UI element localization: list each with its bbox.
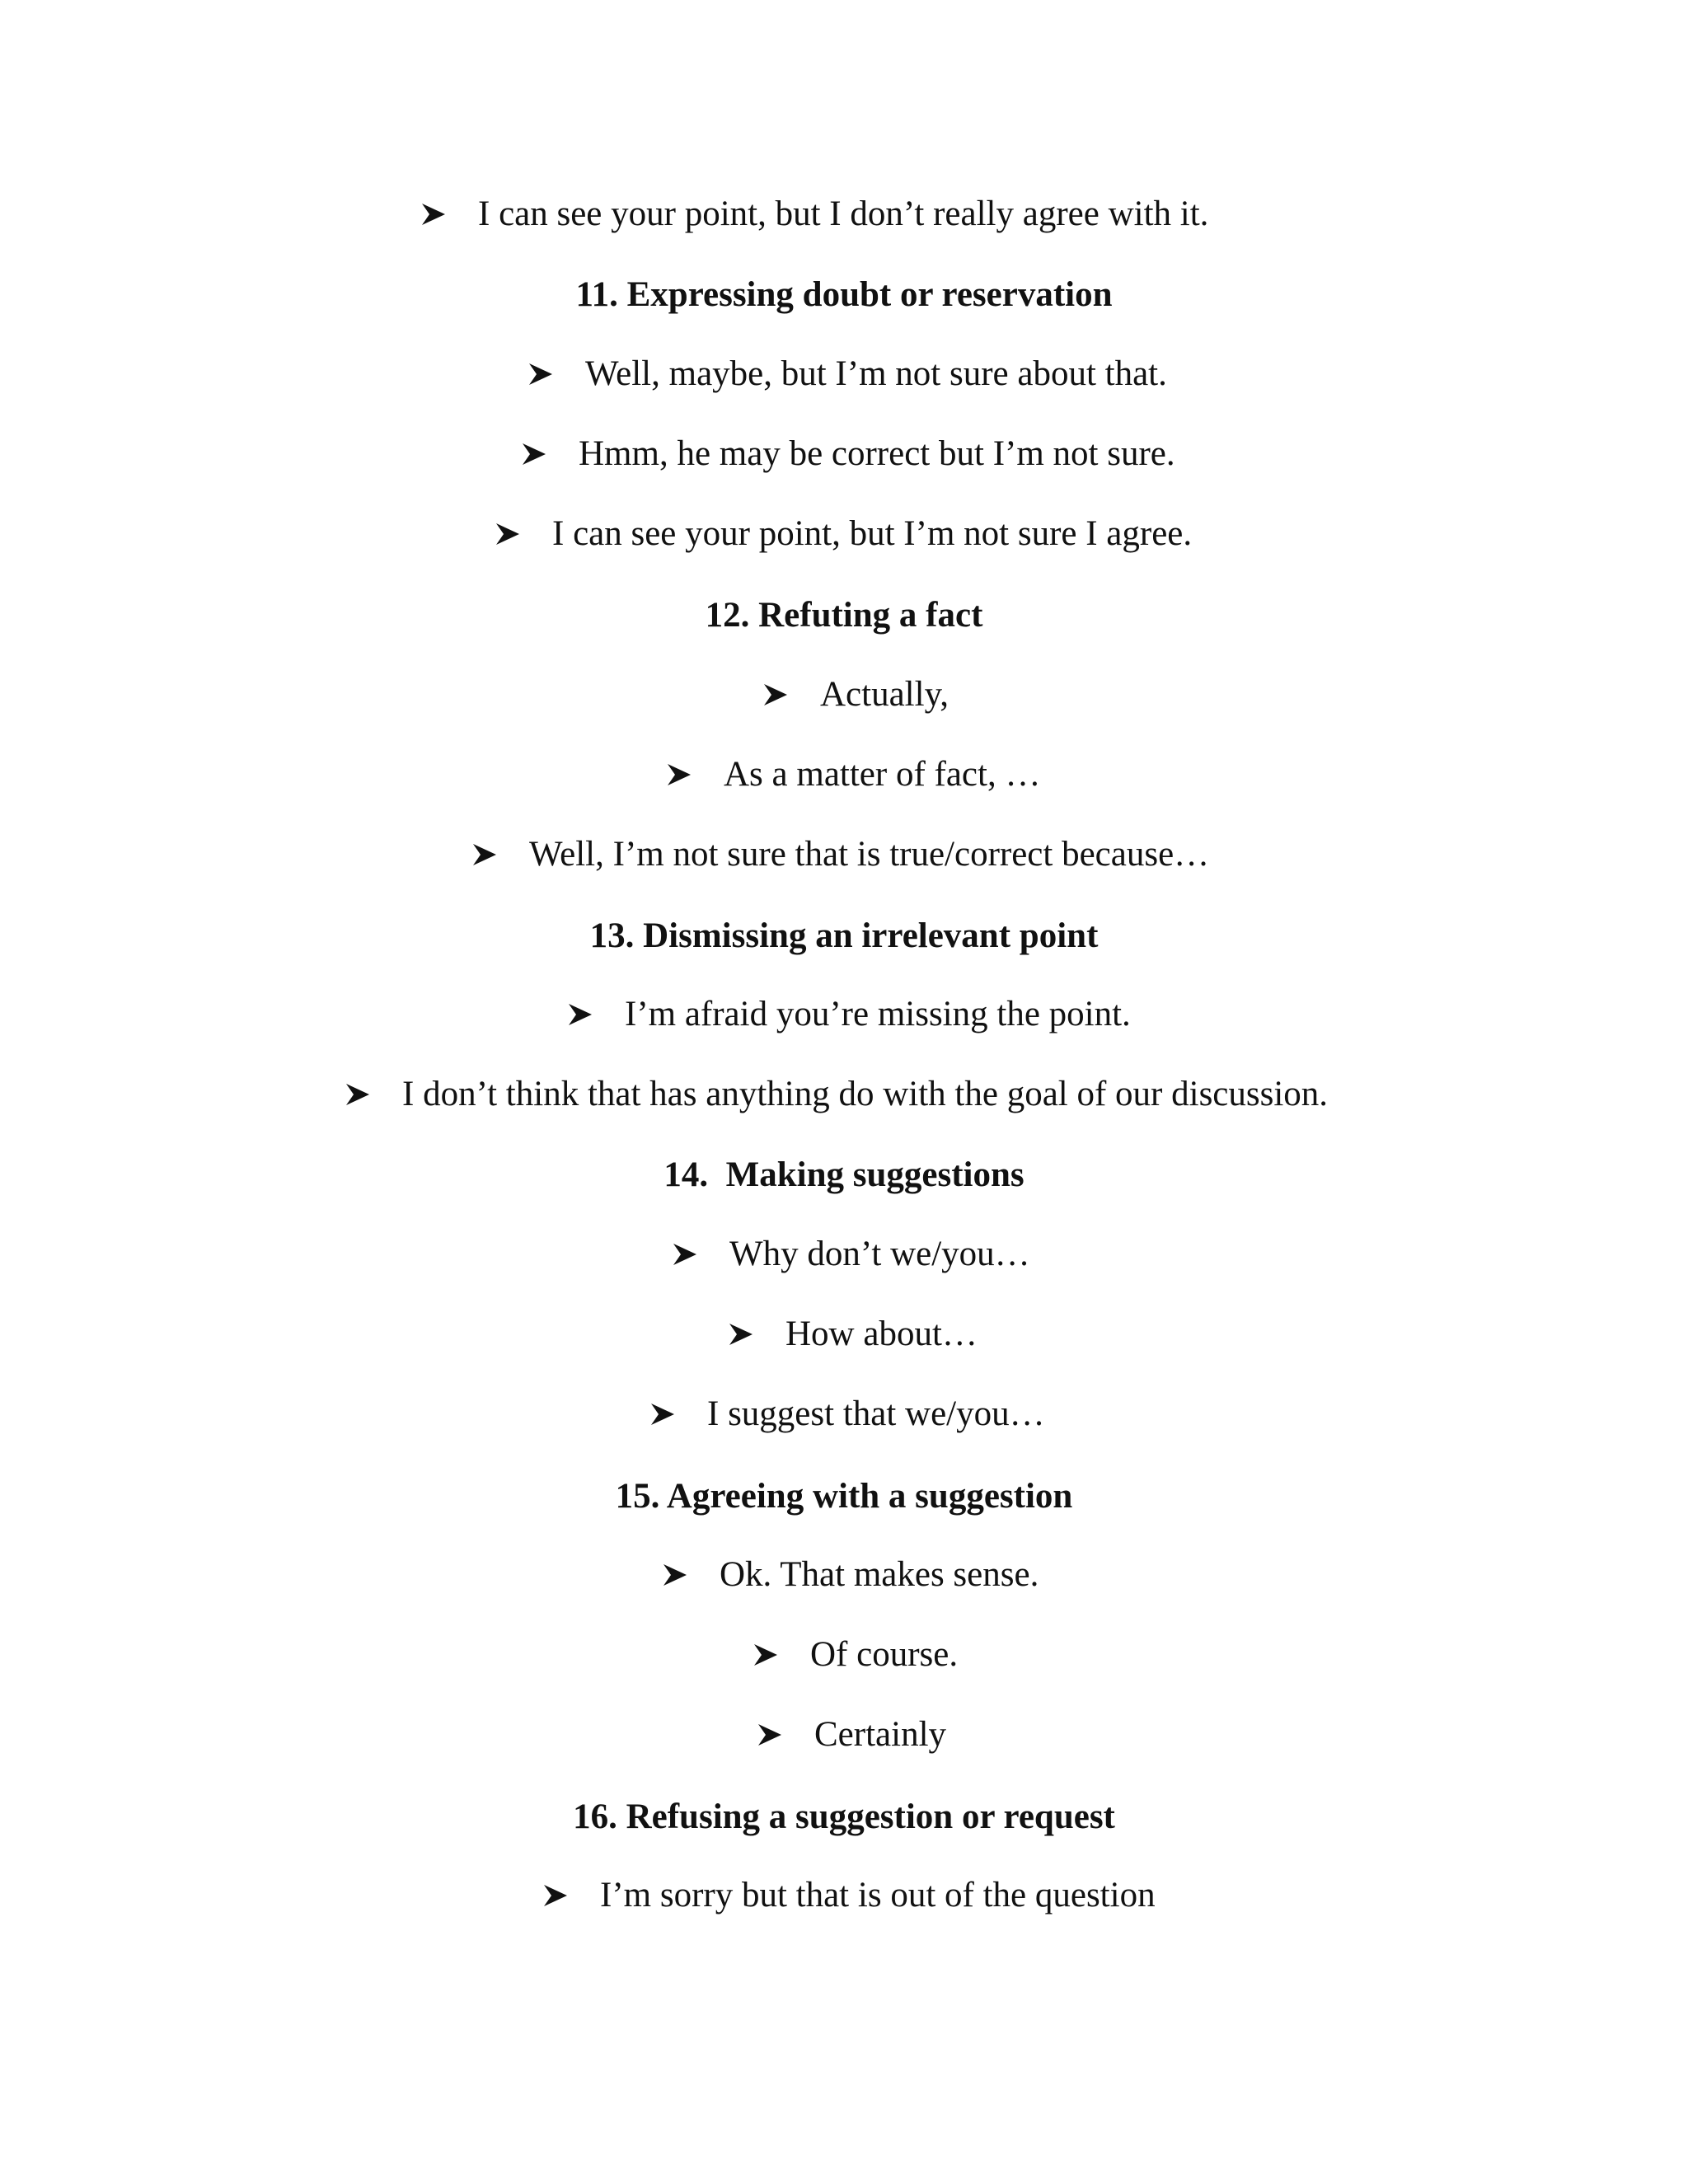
arrow-bullet-icon — [757, 1722, 783, 1748]
arrow-bullet-icon — [521, 441, 547, 467]
bullet-item — [0, 1230, 1688, 1279]
bullet-text: Actually, — [820, 675, 950, 714]
arrow-bullet-icon — [495, 521, 521, 547]
arrow-bullet-icon — [762, 682, 789, 708]
arrow-bullet-icon — [662, 1562, 688, 1588]
bullet-text: Well, maybe, but I’m not sure about that. — [585, 354, 1167, 393]
bullet-text: Certainly — [814, 1715, 947, 1754]
bullet-item — [0, 190, 1688, 239]
bullet-item — [0, 1871, 1688, 1920]
arrow-bullet-icon — [753, 1642, 779, 1668]
bullet-text: Of course. — [810, 1635, 959, 1674]
bullet-text: How about… — [785, 1315, 978, 1353]
section-heading: 13. Dismissing an irrelevant point — [589, 916, 1099, 955]
bullet-text: I can see your point, but I’m not sure I agree. — [552, 514, 1193, 553]
bullet-text: I’m afraid you’re missing the point. — [625, 995, 1131, 1033]
bullet-text: Why don’t we/you… — [729, 1235, 1030, 1273]
section-heading: 12. Refuting a fact — [705, 596, 983, 635]
bullet-text: Well, I’m not sure that is true/correct because… — [529, 835, 1210, 874]
bullet-item — [0, 1310, 1688, 1359]
arrow-bullet-icon — [666, 762, 692, 788]
arrow-bullet-icon — [420, 201, 447, 227]
arrow-bullet-icon — [672, 1241, 698, 1268]
bullet-item — [0, 750, 1688, 799]
bullet-item — [0, 830, 1688, 879]
bullet-item — [0, 349, 1688, 399]
bullet-item — [0, 509, 1688, 559]
bullet-text: I suggest that we/you… — [707, 1394, 1045, 1433]
bullet-item — [0, 429, 1688, 479]
arrow-bullet-icon — [542, 1882, 569, 1909]
section-heading: 15. Agreeing with a suggestion — [615, 1477, 1073, 1516]
arrow-bullet-icon — [471, 841, 498, 868]
bullet-item — [0, 1070, 1688, 1119]
section-heading: 11. Expressing doubt or reservation — [575, 275, 1113, 314]
section-heading: 16. Refusing a suggestion or request — [573, 1797, 1115, 1836]
arrow-bullet-icon — [528, 361, 554, 387]
bullet-item — [0, 1630, 1688, 1680]
bullet-item — [0, 1550, 1688, 1600]
bullet-text: Ok. That makes sense. — [720, 1555, 1039, 1594]
arrow-bullet-icon — [728, 1321, 754, 1347]
section-heading: 14. Making suggestions — [663, 1155, 1025, 1194]
arrow-bullet-icon — [567, 1001, 593, 1028]
bullet-item — [0, 1390, 1688, 1439]
bullet-item — [0, 990, 1688, 1039]
bullet-text: I don’t think that has anything do with the goal of our discussion. — [402, 1075, 1329, 1113]
bullet-item — [0, 1710, 1688, 1760]
arrow-bullet-icon — [649, 1401, 676, 1427]
bullet-text: I can see your point, but I don’t really agree with it. — [478, 194, 1209, 233]
bullet-text: I’m sorry but that is out of the question — [600, 1876, 1156, 1915]
bullet-text: Hmm, he may be correct but I’m not sure. — [579, 434, 1175, 473]
bullet-text: As a matter of fact, … — [724, 755, 1041, 794]
arrow-bullet-icon — [345, 1081, 371, 1108]
bullet-item — [0, 670, 1688, 719]
